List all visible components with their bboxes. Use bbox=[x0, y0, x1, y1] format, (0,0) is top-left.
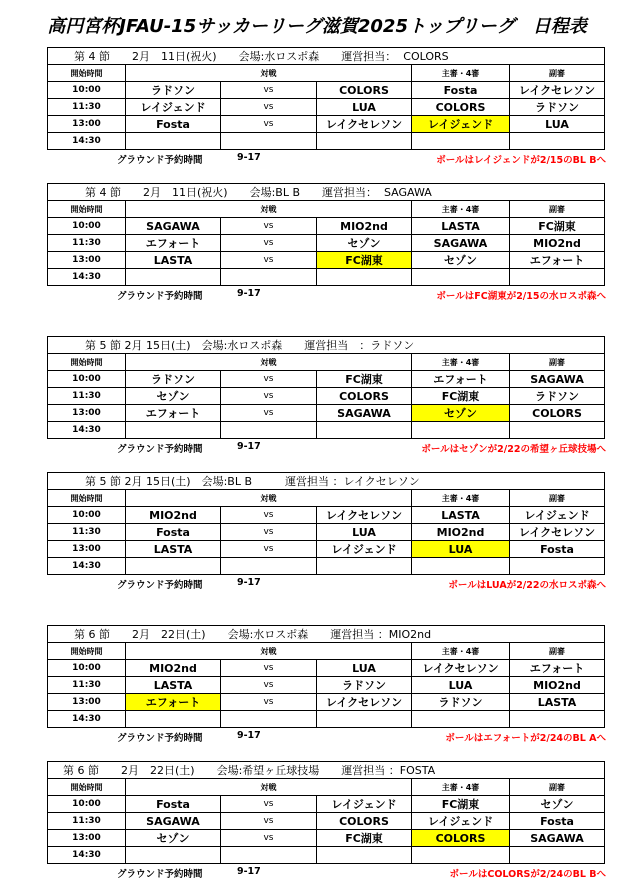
home-team: Fosta bbox=[126, 116, 221, 133]
ground-reservation-label: グラウンド予約時間 bbox=[117, 580, 203, 591]
table-row bbox=[48, 660, 605, 677]
vs-label bbox=[221, 711, 317, 728]
assistant-referee: MIO2nd bbox=[510, 235, 605, 252]
ball-transfer-note: ボールはレイジェンドが2/15のBL Bへ bbox=[436, 155, 606, 166]
vs-label: vs bbox=[221, 524, 317, 541]
vs-label: vs bbox=[221, 371, 317, 388]
round-info: 第 6 節 2月 22日(土) 会場:水ロスポ森 運営担当 ：MIO2nd bbox=[48, 626, 605, 643]
schedule-block bbox=[47, 625, 604, 744]
kickoff-time: 11:30 bbox=[48, 813, 126, 830]
away-team: レイクセレソン bbox=[317, 694, 412, 711]
vs-label bbox=[221, 847, 317, 864]
round-info: 第 5 節 2月 15日(土) 会場:BL B 運営担当 ：レイクセレソン bbox=[48, 473, 605, 490]
round-info: 第 6 節 2月 22日(土) 会場:希望ヶ丘球技場 運営担当 ：FOSTA bbox=[48, 762, 605, 779]
ground-reservation-label: グラウンド予約時間 bbox=[117, 869, 203, 880]
assistant-referee: SAGAWA bbox=[510, 830, 605, 847]
ground-reservation-hours: 9-17 bbox=[237, 730, 261, 741]
home-team: Fosta bbox=[126, 524, 221, 541]
away-team: ラドソン bbox=[317, 677, 412, 694]
round-info-row bbox=[48, 48, 605, 65]
home-team bbox=[126, 269, 221, 286]
main-referee: エフォート bbox=[412, 371, 510, 388]
kickoff-time: 10:00 bbox=[48, 82, 126, 99]
main-referee: LASTA bbox=[412, 507, 510, 524]
assistant-referee: LASTA bbox=[510, 694, 605, 711]
header-row bbox=[48, 490, 605, 507]
away-team: COLORS bbox=[317, 388, 412, 405]
away-team: レイジェンド bbox=[317, 541, 412, 558]
header-match: 対戦 bbox=[126, 201, 412, 218]
vs-label: vs bbox=[221, 660, 317, 677]
away-team: MIO2nd bbox=[317, 218, 412, 235]
kickoff-time: 13:00 bbox=[48, 694, 126, 711]
header-referee-sub: 副審 bbox=[510, 65, 605, 82]
header-start-time: 開始時間 bbox=[48, 65, 126, 82]
home-team: SAGAWA bbox=[126, 813, 221, 830]
header-referee-main: 主審・4審 bbox=[412, 65, 510, 82]
ground-reservation-hours: 9-17 bbox=[237, 577, 261, 588]
assistant-referee: レイクセレソン bbox=[510, 82, 605, 99]
schedule-table bbox=[47, 183, 605, 286]
schedule-table bbox=[47, 472, 605, 575]
assistant-referee: LUA bbox=[510, 116, 605, 133]
away-team: レイクセレソン bbox=[317, 507, 412, 524]
kickoff-time: 10:00 bbox=[48, 371, 126, 388]
schedule-table bbox=[47, 336, 605, 439]
ground-footer bbox=[47, 864, 604, 880]
table-row bbox=[48, 558, 605, 575]
assistant-referee bbox=[510, 558, 605, 575]
vs-label: vs bbox=[221, 813, 317, 830]
assistant-referee: MIO2nd bbox=[510, 677, 605, 694]
home-team: MIO2nd bbox=[126, 660, 221, 677]
ground-reservation-label: グラウンド予約時間 bbox=[117, 291, 203, 302]
kickoff-time: 14:30 bbox=[48, 847, 126, 864]
vs-label: vs bbox=[221, 82, 317, 99]
main-referee bbox=[412, 133, 510, 150]
main-referee bbox=[412, 847, 510, 864]
away-team: LUA bbox=[317, 99, 412, 116]
assistant-referee: エフォート bbox=[510, 660, 605, 677]
kickoff-time: 11:30 bbox=[48, 99, 126, 116]
round-info: 第 4 節 2月 11日(祝火) 会場:BL B 運営担当： SAGAWA bbox=[48, 184, 605, 201]
main-referee: セゾン bbox=[412, 252, 510, 269]
round-info-row bbox=[48, 184, 605, 201]
away-team: COLORS bbox=[317, 82, 412, 99]
home-team: Fosta bbox=[126, 796, 221, 813]
kickoff-time: 14:30 bbox=[48, 422, 126, 439]
header-referee-main: 主審・4審 bbox=[412, 490, 510, 507]
table-row bbox=[48, 711, 605, 728]
table-row bbox=[48, 99, 605, 116]
table-row bbox=[48, 388, 605, 405]
main-referee bbox=[412, 558, 510, 575]
vs-label bbox=[221, 422, 317, 439]
table-row bbox=[48, 252, 605, 269]
schedule-table bbox=[47, 761, 605, 864]
main-referee: SAGAWA bbox=[412, 235, 510, 252]
ball-transfer-note: ボールはエフォートが2/24のBL Aへ bbox=[445, 733, 606, 744]
round-info-row bbox=[48, 762, 605, 779]
ground-reservation-label: グラウンド予約時間 bbox=[117, 155, 203, 166]
kickoff-time: 14:30 bbox=[48, 558, 126, 575]
away-team: LUA bbox=[317, 524, 412, 541]
vs-label: vs bbox=[221, 677, 317, 694]
kickoff-time: 13:00 bbox=[48, 116, 126, 133]
table-row bbox=[48, 269, 605, 286]
header-referee-sub: 副審 bbox=[510, 643, 605, 660]
round-info: 第 4 節 2月 11日(祝火) 会場:水ロスポ森 運営担当： COLORS bbox=[48, 48, 605, 65]
kickoff-time: 13:00 bbox=[48, 830, 126, 847]
assistant-referee: COLORS bbox=[510, 405, 605, 422]
main-referee: レイジェンド bbox=[412, 813, 510, 830]
away-team: LUA bbox=[317, 660, 412, 677]
home-team bbox=[126, 847, 221, 864]
home-team: MIO2nd bbox=[126, 507, 221, 524]
ground-reservation-label: グラウンド予約時間 bbox=[117, 733, 203, 744]
kickoff-time: 11:30 bbox=[48, 524, 126, 541]
home-team: エフォート bbox=[126, 694, 221, 711]
kickoff-time: 13:00 bbox=[48, 405, 126, 422]
vs-label: vs bbox=[221, 694, 317, 711]
away-team: SAGAWA bbox=[317, 405, 412, 422]
home-team: セゾン bbox=[126, 830, 221, 847]
ground-reservation-hours: 9-17 bbox=[237, 288, 261, 299]
table-row bbox=[48, 371, 605, 388]
round-info: 第 5 節 2月 15日(土) 会場:水ロスポ森 運営担当 ：ラドソン bbox=[48, 337, 605, 354]
table-row bbox=[48, 116, 605, 133]
page-title: 高円宮杯JFAU-15サッカーリーグ滋賀2025トップリーグ 日程表 bbox=[47, 16, 587, 37]
assistant-referee bbox=[510, 422, 605, 439]
assistant-referee: エフォート bbox=[510, 252, 605, 269]
header-row bbox=[48, 643, 605, 660]
main-referee: FC湖東 bbox=[412, 388, 510, 405]
header-row bbox=[48, 201, 605, 218]
kickoff-time: 14:30 bbox=[48, 711, 126, 728]
header-referee-main: 主審・4審 bbox=[412, 201, 510, 218]
vs-label: vs bbox=[221, 218, 317, 235]
main-referee bbox=[412, 269, 510, 286]
away-team bbox=[317, 558, 412, 575]
vs-label: vs bbox=[221, 541, 317, 558]
assistant-referee bbox=[510, 269, 605, 286]
away-team bbox=[317, 422, 412, 439]
home-team: エフォート bbox=[126, 405, 221, 422]
round-info-row bbox=[48, 473, 605, 490]
assistant-referee bbox=[510, 711, 605, 728]
kickoff-time: 13:00 bbox=[48, 252, 126, 269]
away-team: レイジェンド bbox=[317, 796, 412, 813]
header-start-time: 開始時間 bbox=[48, 779, 126, 796]
table-row bbox=[48, 524, 605, 541]
kickoff-time: 14:30 bbox=[48, 133, 126, 150]
kickoff-time: 10:00 bbox=[48, 507, 126, 524]
schedule-table bbox=[47, 625, 605, 728]
main-referee: セゾン bbox=[412, 405, 510, 422]
main-referee bbox=[412, 422, 510, 439]
ground-reservation-hours: 9-17 bbox=[237, 866, 261, 877]
home-team bbox=[126, 133, 221, 150]
vs-label bbox=[221, 558, 317, 575]
assistant-referee: セゾン bbox=[510, 796, 605, 813]
ground-footer bbox=[47, 728, 604, 744]
schedule-block bbox=[47, 336, 604, 455]
main-referee: LUA bbox=[412, 677, 510, 694]
table-row bbox=[48, 694, 605, 711]
home-team: LASTA bbox=[126, 677, 221, 694]
schedule-block bbox=[47, 183, 604, 302]
away-team bbox=[317, 133, 412, 150]
main-referee: MIO2nd bbox=[412, 524, 510, 541]
header-match: 対戦 bbox=[126, 354, 412, 371]
home-team: ラドソン bbox=[126, 82, 221, 99]
table-row bbox=[48, 422, 605, 439]
away-team bbox=[317, 269, 412, 286]
header-referee-main: 主審・4審 bbox=[412, 643, 510, 660]
table-row bbox=[48, 405, 605, 422]
table-row bbox=[48, 796, 605, 813]
ground-footer bbox=[47, 575, 604, 591]
kickoff-time: 10:00 bbox=[48, 796, 126, 813]
kickoff-time: 11:30 bbox=[48, 677, 126, 694]
ground-reservation-hours: 9-17 bbox=[237, 441, 261, 452]
home-team: レイジェンド bbox=[126, 99, 221, 116]
header-referee-main: 主審・4審 bbox=[412, 354, 510, 371]
ground-footer bbox=[47, 439, 604, 455]
vs-label: vs bbox=[221, 235, 317, 252]
table-row bbox=[48, 830, 605, 847]
home-team bbox=[126, 558, 221, 575]
ball-transfer-note: ボールはセゾンが2/22の希望ヶ丘球技場へ bbox=[421, 444, 606, 455]
assistant-referee bbox=[510, 133, 605, 150]
vs-label: vs bbox=[221, 252, 317, 269]
assistant-referee: レイクセレソン bbox=[510, 524, 605, 541]
header-match: 対戦 bbox=[126, 65, 412, 82]
header-referee-sub: 副審 bbox=[510, 354, 605, 371]
table-row bbox=[48, 813, 605, 830]
kickoff-time: 13:00 bbox=[48, 541, 126, 558]
table-row bbox=[48, 847, 605, 864]
main-referee: ラドソン bbox=[412, 694, 510, 711]
header-row bbox=[48, 354, 605, 371]
main-referee: LASTA bbox=[412, 218, 510, 235]
main-referee: Fosta bbox=[412, 82, 510, 99]
vs-label: vs bbox=[221, 796, 317, 813]
header-match: 対戦 bbox=[126, 643, 412, 660]
header-referee-main: 主審・4審 bbox=[412, 779, 510, 796]
header-start-time: 開始時間 bbox=[48, 201, 126, 218]
assistant-referee: ラドソン bbox=[510, 388, 605, 405]
main-referee: レイジェンド bbox=[412, 116, 510, 133]
kickoff-time: 11:30 bbox=[48, 388, 126, 405]
vs-label: vs bbox=[221, 507, 317, 524]
vs-label bbox=[221, 269, 317, 286]
assistant-referee: FC湖東 bbox=[510, 218, 605, 235]
ground-reservation-label: グラウンド予約時間 bbox=[117, 444, 203, 455]
main-referee: COLORS bbox=[412, 830, 510, 847]
away-team: セゾン bbox=[317, 235, 412, 252]
ball-transfer-note: ボールはLUAが2/22の水ロスポ森へ bbox=[448, 580, 606, 591]
home-team: LASTA bbox=[126, 541, 221, 558]
ground-reservation-hours: 9-17 bbox=[237, 152, 261, 163]
schedule-block bbox=[47, 761, 604, 880]
header-row bbox=[48, 779, 605, 796]
away-team bbox=[317, 711, 412, 728]
away-team: COLORS bbox=[317, 813, 412, 830]
away-team: FC湖東 bbox=[317, 830, 412, 847]
header-referee-sub: 副審 bbox=[510, 201, 605, 218]
header-start-time: 開始時間 bbox=[48, 490, 126, 507]
assistant-referee: Fosta bbox=[510, 541, 605, 558]
table-row bbox=[48, 677, 605, 694]
home-team bbox=[126, 422, 221, 439]
header-referee-sub: 副審 bbox=[510, 490, 605, 507]
assistant-referee: ラドソン bbox=[510, 99, 605, 116]
vs-label: vs bbox=[221, 388, 317, 405]
table-row bbox=[48, 133, 605, 150]
vs-label: vs bbox=[221, 99, 317, 116]
away-team: FC湖東 bbox=[317, 371, 412, 388]
main-referee: FC湖東 bbox=[412, 796, 510, 813]
header-row bbox=[48, 65, 605, 82]
table-row bbox=[48, 218, 605, 235]
home-team bbox=[126, 711, 221, 728]
header-match: 対戦 bbox=[126, 490, 412, 507]
ball-transfer-note: ボールはCOLORSが2/24のBL Bへ bbox=[449, 869, 606, 880]
away-team: レイクセレソン bbox=[317, 116, 412, 133]
vs-label bbox=[221, 133, 317, 150]
assistant-referee: レイジェンド bbox=[510, 507, 605, 524]
main-referee: COLORS bbox=[412, 99, 510, 116]
round-info-row bbox=[48, 626, 605, 643]
away-team bbox=[317, 847, 412, 864]
table-row bbox=[48, 507, 605, 524]
header-start-time: 開始時間 bbox=[48, 643, 126, 660]
main-referee: LUA bbox=[412, 541, 510, 558]
table-row bbox=[48, 541, 605, 558]
kickoff-time: 10:00 bbox=[48, 660, 126, 677]
schedule-table bbox=[47, 47, 605, 150]
home-team: エフォート bbox=[126, 235, 221, 252]
schedule-block bbox=[47, 472, 604, 591]
kickoff-time: 11:30 bbox=[48, 235, 126, 252]
home-team: SAGAWA bbox=[126, 218, 221, 235]
assistant-referee: Fosta bbox=[510, 813, 605, 830]
main-referee bbox=[412, 711, 510, 728]
home-team: LASTA bbox=[126, 252, 221, 269]
header-start-time: 開始時間 bbox=[48, 354, 126, 371]
header-match: 対戦 bbox=[126, 779, 412, 796]
ball-transfer-note: ボールはFC湖東が2/15の水ロスポ森へ bbox=[436, 291, 606, 302]
table-row bbox=[48, 235, 605, 252]
home-team: ラドソン bbox=[126, 371, 221, 388]
schedule-block bbox=[47, 47, 604, 166]
vs-label: vs bbox=[221, 405, 317, 422]
kickoff-time: 14:30 bbox=[48, 269, 126, 286]
vs-label: vs bbox=[221, 830, 317, 847]
assistant-referee bbox=[510, 847, 605, 864]
ground-footer bbox=[47, 286, 604, 302]
assistant-referee: SAGAWA bbox=[510, 371, 605, 388]
home-team: セゾン bbox=[126, 388, 221, 405]
away-team: FC湖東 bbox=[317, 252, 412, 269]
header-referee-sub: 副審 bbox=[510, 779, 605, 796]
round-info-row bbox=[48, 337, 605, 354]
main-referee: レイクセレソン bbox=[412, 660, 510, 677]
ground-footer bbox=[47, 150, 604, 166]
vs-label: vs bbox=[221, 116, 317, 133]
kickoff-time: 10:00 bbox=[48, 218, 126, 235]
table-row bbox=[48, 82, 605, 99]
